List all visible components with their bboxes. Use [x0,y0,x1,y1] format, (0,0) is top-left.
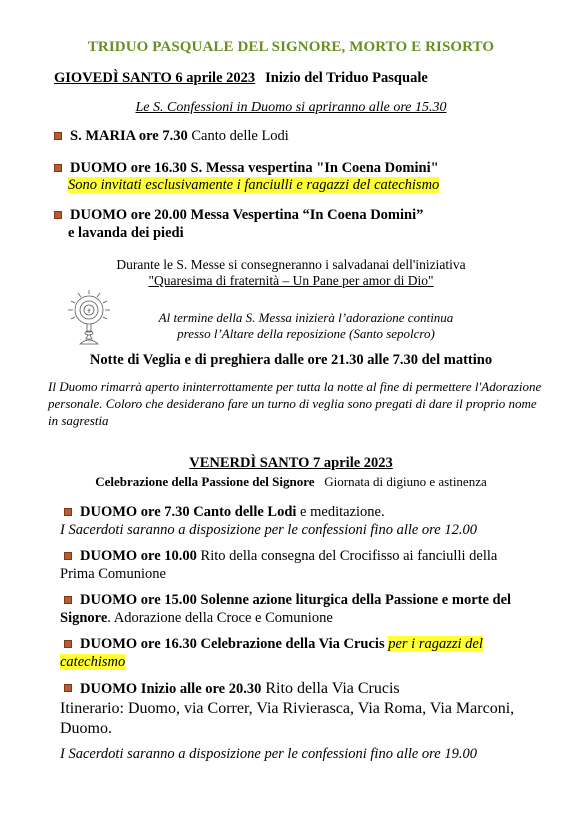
celebrazione-title: Celebrazione della Passione del Signore [95,474,315,489]
venerdi-confessioni-final: I Sacerdoti saranno a disposizione per le confessioni fino alle ore 19.00 [60,746,477,762]
highlighted-note: per i ragazzi del [388,636,483,652]
venerdi-item-2 [64,548,497,565]
square-bullet-icon [54,164,62,172]
item-bold: DUOMO ore 16.30 Celebrazione della Via Crucis [80,636,385,652]
salvadanai-line1: Durante le S. Messe si consegneranno i salvadanai dell'iniziativa [116,257,466,272]
duomo-aperto-note: Il Duomo rimarrà aperto ininterrottamente per tutta la notte al fine di permettere l'Adorazione personale. Coloro che desiderano fare un turno di veglia sono pregati di dare il proprio nome in sagrestia [48,379,542,428]
venerdi-item-3 [64,592,511,609]
giovedi-date: GIOVEDÌ SANTO 6 aprile 2023 [54,70,256,86]
highlighted-note: Sono invitati esclusivamente i fanciulli e ragazzi del catechismo [68,177,440,193]
item-text: . Adorazione della Croce e Comunione [107,610,333,626]
giovedi-confessioni: Le S. Confessioni in Duomo si apriranno alle ore 15.30 [135,100,447,115]
venerdi-item-5-line3: Duomo. [60,720,112,737]
venerdi-item-2-line2: Prima Comunione [60,566,166,582]
adorazione-line2: presso l’Altare della reposizione (Santo sepolcro) [177,326,435,341]
venerdi-item-1-note: I Sacerdoti saranno a disposizione per le confessioni fino alle ore 12.00 [60,522,477,538]
venerdi-item-1 [64,504,385,521]
digiuno-note: Giornata di digiuno e astinenza [324,474,487,489]
item-bold: S. MARIA ore 7.30 [70,128,188,144]
item-bold: DUOMO ore 20.00 Messa Vespertina “In Coena Domini” [70,207,424,223]
giovedi-item-2-note [68,177,439,194]
giovedi-header [54,70,428,87]
venerdi-item-4-line2 [60,654,125,671]
item-bold: DUOMO ore 15.00 Solenne azione liturgica della Passione e morte del [80,592,512,608]
item-bold: DUOMO ore 10.00 [80,548,197,564]
adorazione-line1: Al termine della S. Messa inizierà l’adorazione continua [158,310,454,325]
square-bullet-icon [64,552,72,560]
venerdi-celebrazione [0,474,582,490]
venerdi-date: VENERDÌ SANTO 7 aprile 2023 [189,455,393,471]
square-bullet-icon [64,684,72,692]
svg-text:✝: ✝ [86,308,92,315]
square-bullet-icon [64,596,72,604]
item-bold: DUOMO ore 7.30 Canto delle Lodi [80,504,297,520]
giovedi-item-3 [54,207,423,224]
item-text: Rito della consegna del Crocifisso ai fanciulli della [196,548,498,564]
venerdi-item-3-line2 [60,610,333,627]
giovedi-item-1 [54,128,289,145]
giovedi-item-3-line2 [68,225,184,242]
item-bold: e lavanda dei piedi [68,225,184,241]
item-bold: Signore [60,610,108,626]
venerdi-item-4 [64,636,483,653]
page-title: TRIDUO PASQUALE DEL SIGNORE, MORTO E RISORTO [87,39,495,55]
venerdi-item-5 [64,680,400,698]
notte-veglia: Notte di Veglia e di preghiera dalle ore 21.30 alle 7.30 del mattino [89,352,493,368]
item-bold: DUOMO Inizio alle ore 20.30 [80,681,262,697]
item-text: e meditazione. [296,504,385,520]
highlighted-note: catechismo [60,654,126,670]
giovedi-item-2 [54,160,439,177]
square-bullet-icon [64,508,72,516]
square-bullet-icon [54,132,62,140]
salvadanai-line2: "Quaresima di fraternità – Un Pane per amor di Dio" [148,273,434,288]
giovedi-subtitle: Inizio del Triduo Pasquale [265,70,428,86]
item-bold: DUOMO ore 16.30 S. Messa vespertina "In Coena Domini" [70,160,439,176]
item-text: Rito della Via Crucis [261,680,400,697]
item-text: Canto delle Lodi [187,128,289,144]
square-bullet-icon [54,211,62,219]
square-bullet-icon [64,640,72,648]
venerdi-item-5-line2: Itinerario: Duomo, via Correr, Via Rivierasca, Via Roma, Via Marconi, [60,700,515,717]
